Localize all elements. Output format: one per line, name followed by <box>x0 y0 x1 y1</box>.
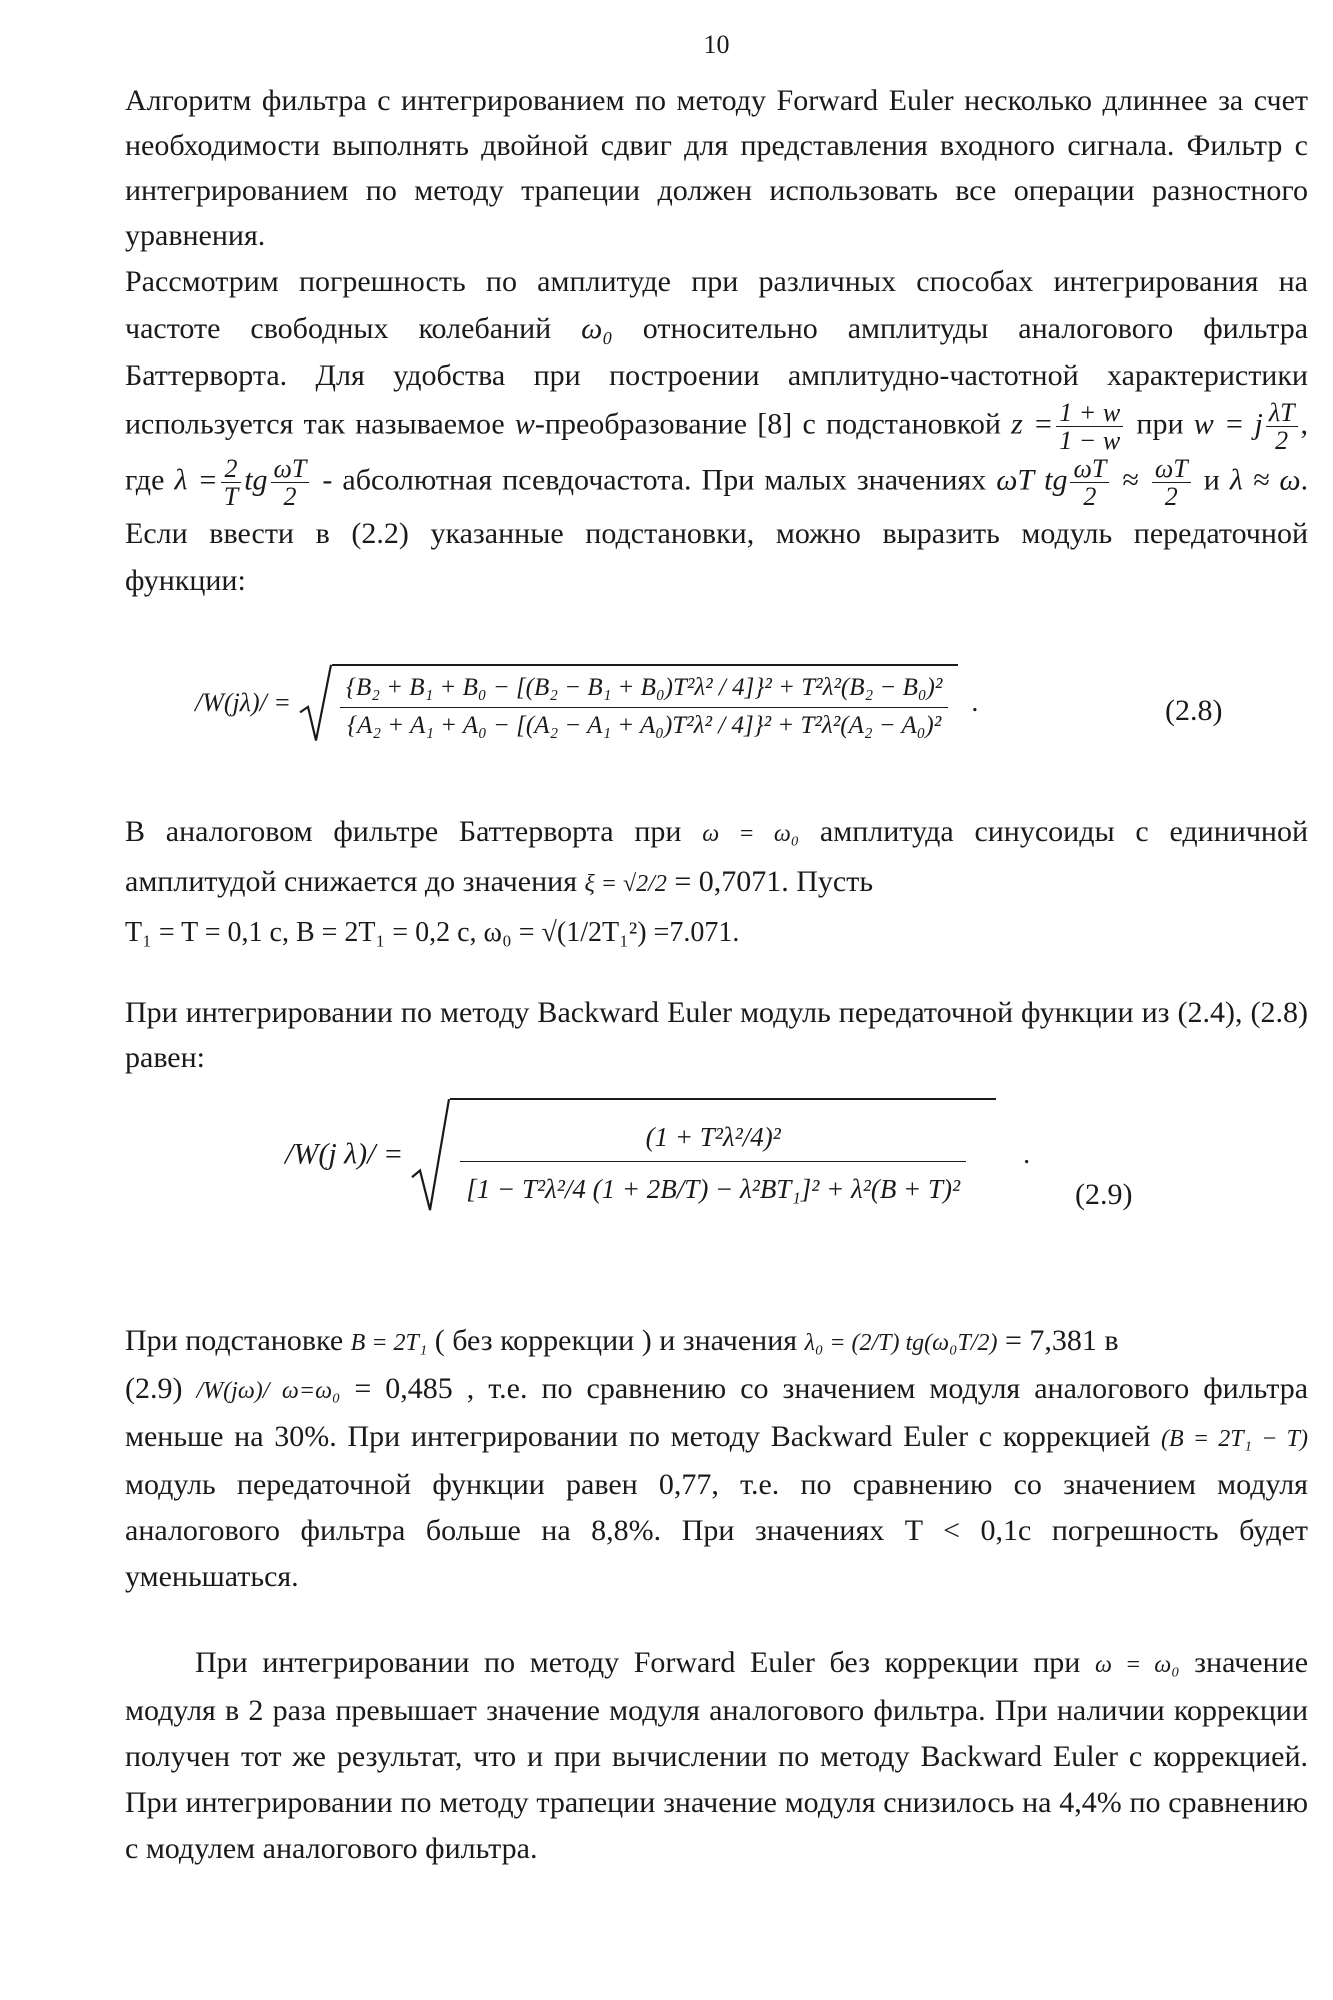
text: При подстановке <box>125 1324 344 1357</box>
z-equation: z = <box>1011 407 1054 441</box>
text: = 0,485 , т.е. по сравнению со значением модуля аналогового фильтра меньше на 30%. При интегрировании по методу Backward Euler с коррекцией <box>125 1372 1309 1453</box>
text: . Если ввести в (2.2) указанные подстановки, можно выразить модуль передаточной функции: <box>125 463 1309 598</box>
text: , где <box>125 407 1309 497</box>
text: -преобразование [8] с подстановкой <box>534 407 1001 441</box>
w-denominator: 2 <box>1275 426 1289 456</box>
correction-b: (B = 2T₁ − T) <box>1161 1426 1308 1452</box>
radical-sign-icon <box>410 1098 450 1211</box>
text: = 0,7071. Пусть <box>674 865 874 898</box>
xi-value: ξ = √2/2 <box>584 871 667 897</box>
wt-denominator: 2 <box>1083 481 1097 511</box>
text: (2.9) <box>125 1372 183 1405</box>
equation-2-8 <box>195 664 978 742</box>
text: амплитуда синусоиды с единичной амплитудой снижается до значения <box>125 815 1309 898</box>
text: = 7,381 в <box>1004 1324 1119 1357</box>
wt-denominator: 2 <box>1164 481 1178 511</box>
eq28-fraction <box>340 672 948 742</box>
wt-numerator: ωT <box>1070 455 1109 483</box>
w-numerator: λT <box>1266 399 1298 427</box>
tg-function: tg <box>1044 463 1068 497</box>
paragraph-backward-euler: При интегрировании по методу Backward Euler модуль передаточной функции из (2.4), (2.8) равен: <box>125 996 1308 1074</box>
z-denominator: 1 − w <box>1059 426 1121 456</box>
text: и <box>1203 463 1220 497</box>
text: ( без коррекции ) и значения <box>434 1324 798 1357</box>
equation-2-9 <box>285 1098 1030 1211</box>
wt-fraction <box>271 455 310 511</box>
wt-numerator: ωT <box>271 455 310 483</box>
eq29-fraction <box>460 1114 966 1207</box>
wt-fraction-b <box>1152 455 1191 511</box>
lambda0-value: λ₀ = (2/T) tg(ω₀T/2) <box>804 1330 998 1356</box>
equation-label-2-8: (2.8) <box>1165 694 1223 727</box>
wt-fraction-a <box>1070 455 1109 511</box>
paragraph-substitution <box>125 1318 1308 1600</box>
eq29-radicand <box>450 1098 996 1211</box>
lambda-denominator: T <box>223 481 239 511</box>
eq29-lhs: /W(j λ)/ = <box>285 1137 404 1171</box>
omega0-symbol: ω₀ <box>581 312 613 345</box>
page <box>125 0 1308 2000</box>
lambda-approx: λ ≈ ω <box>1229 463 1301 497</box>
condition-omega: ω = ω₀ <box>1094 1652 1180 1678</box>
lambda-fraction <box>221 455 241 511</box>
eq28-sqrt <box>298 664 958 742</box>
equation-label-2-9: (2.9) <box>1075 1178 1133 1211</box>
text: относительно амплитуды аналогового фильтра Баттерворта. Для удобства при построении амплитудно-частотной характеристики используется так называемое <box>125 312 1309 441</box>
modulus-at-omega0: /W(jω)/ ω=ω₀ <box>196 1378 341 1404</box>
w-symbol: w <box>514 407 535 441</box>
wt-numerator: ωT <box>1152 455 1191 483</box>
eq28-denominator: {A₂ + A₁ + A₀ − [(A₂ − A₁ + A₀)T²λ² / 4]}² + T²λ²(A₂ − A₀)² <box>347 711 942 739</box>
parameters-line: T₁ = T = 0,1 c, B = 2T₁ = 0,2 c, ω₀ = √(1/2T₁²) =7.071. <box>125 917 740 948</box>
text: - абсолютная псевдочастота. При малых значениях <box>322 463 987 497</box>
tg-function: tg <box>244 463 268 497</box>
eq29-dot: . <box>1023 1138 1031 1170</box>
approx-symbol: ≈ <box>1122 463 1139 497</box>
substitution-b: B = 2T₁ <box>350 1330 428 1356</box>
wt-denominator: 2 <box>283 481 297 511</box>
z-fraction <box>1056 399 1123 455</box>
eq29-denominator: [1 − T²λ²/4 (1 + 2B/T) − λ²BT₁]² + λ²(B + T)² <box>466 1174 961 1205</box>
text: при <box>1136 407 1184 441</box>
paragraph-butterworth <box>125 808 1308 957</box>
lambda-equation: λ = <box>174 463 218 497</box>
text: В аналоговом фильтре Баттерворта при <box>125 815 682 848</box>
text: модуль передаточной функции равен 0,77, т.е. по сравнению со значением модуля аналогового фильтра больше на 8,8%. При значениях T < 0,1c погрешность будет уменьшаться. <box>125 1468 1308 1593</box>
page-number: 10 <box>703 30 730 59</box>
eq28-lhs: /W(jλ)/ = <box>195 688 291 717</box>
text: значение модуля в 2 раза превышает значение модуля аналогового фильтра. При наличии коррекции получен тот же результат, что и при вычислении по методу Backward Euler с коррекцией. При интегрировании по методу трапеции значение модуля снизилось на 4,4% по сравнению с модулем аналогового фильтра. <box>125 1646 1309 1865</box>
wt-symbol: ωT <box>996 463 1035 497</box>
text: Рассмотрим погрешность по амплитуде при различных способах интегрирования на частоте свободных колебаний <box>125 265 1308 345</box>
eq28-radicand <box>332 664 958 742</box>
text: При интегрировании по методу Forward Euler без коррекции при <box>195 1646 1081 1679</box>
w-equation: w = j <box>1193 407 1263 441</box>
radical-sign-icon <box>298 664 332 742</box>
z-numerator: 1 + w <box>1056 399 1123 427</box>
paragraph-forward-euler-result <box>125 1640 1308 1872</box>
eq29-sqrt <box>410 1098 996 1211</box>
lambda-numerator: 2 <box>221 455 241 483</box>
eq29-numerator: (1 + T²λ²/4)² <box>460 1114 966 1162</box>
paragraph-amplitude-error <box>125 258 1308 604</box>
eq28-dot: . <box>971 687 979 718</box>
w-fraction <box>1266 399 1298 455</box>
paragraph-forward-euler-intro: Алгоритм фильтра с интегрированием по методу Forward Euler несколько длиннее за счет необходимости выполнять двойной сдвиг для представления входного сигнала. Фильтр с интегрированием по методу трапеции должен использовать все операции разностного уравнения. <box>125 84 1308 252</box>
eq28-numerator: {B₂ + B₁ + B₀ − [(B₂ − B₁ + B₀)T²λ² / 4]}² + T²λ²(B₂ − B₀)² <box>340 672 948 708</box>
condition-omega: ω = ω₀ <box>702 821 800 847</box>
